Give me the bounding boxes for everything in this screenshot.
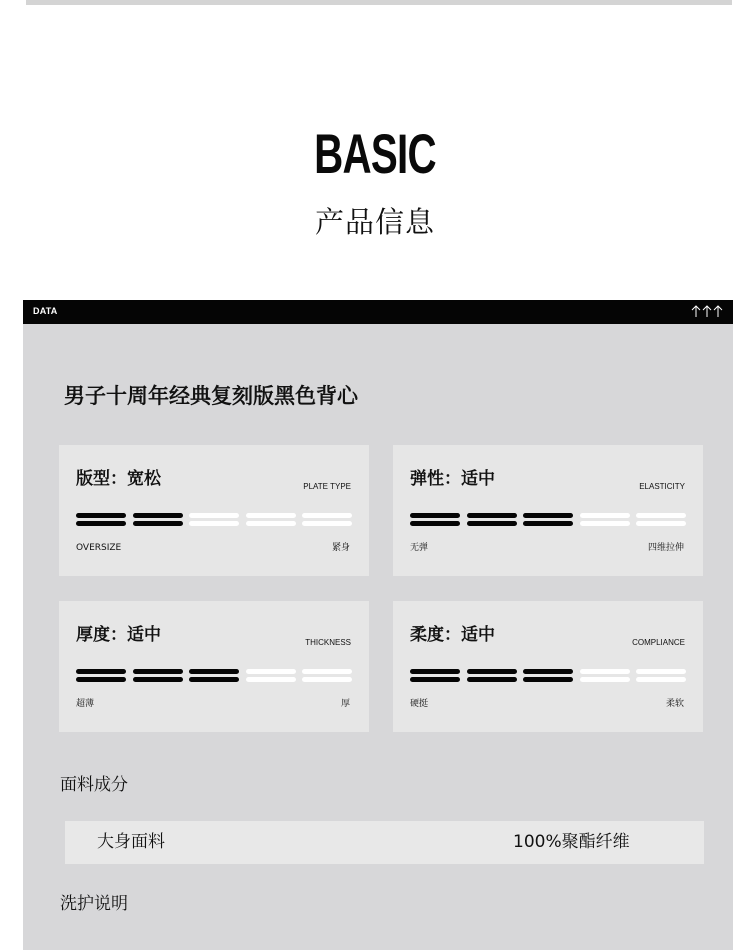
meter-segment-filled xyxy=(467,512,517,528)
data-header-bar xyxy=(23,300,733,324)
scale-max-label: 紧身 xyxy=(331,543,350,553)
attribute-en-label: COMPLIANCE xyxy=(632,638,685,647)
meter-segment-filled xyxy=(76,512,126,528)
meter-segment-filled xyxy=(523,668,573,684)
attribute-card-thickness xyxy=(59,601,369,732)
fabric-heading: 面料成分 xyxy=(60,775,128,795)
meter-segment-filled xyxy=(467,668,517,684)
attribute-en-label: THICKNESS xyxy=(305,638,351,647)
meter-segment-filled xyxy=(410,668,460,684)
meter-segment-empty xyxy=(302,512,352,528)
fabric-composition: 100%聚酯纤维 xyxy=(513,832,630,852)
arrow-icon-group xyxy=(691,305,723,318)
meter-segment-empty xyxy=(189,512,239,528)
fabric-row xyxy=(65,821,704,864)
attribute-label: 弹性：适中 xyxy=(410,469,495,489)
meter-segment-filled xyxy=(133,668,183,684)
scale-max-label: 四维拉伸 xyxy=(647,543,684,553)
scale-min-label: OVERSIZE xyxy=(76,543,122,553)
data-label: DATA xyxy=(33,306,58,316)
page-title: BASIC xyxy=(314,122,436,185)
scale-min-label: 无弹 xyxy=(410,543,429,553)
fabric-part: 大身面料 xyxy=(97,832,165,852)
up-arrow-icon xyxy=(702,305,712,318)
attribute-card-plate-type xyxy=(59,445,369,576)
attribute-card-compliance xyxy=(393,601,703,732)
meter-segment-empty xyxy=(580,512,630,528)
meter-segment-empty xyxy=(636,668,686,684)
attribute-meter xyxy=(76,512,352,528)
meter-segment-filled xyxy=(189,668,239,684)
meter-segment-filled xyxy=(133,512,183,528)
care-heading: 洗护说明 xyxy=(60,894,128,914)
attribute-meter xyxy=(410,668,686,684)
meter-segment-filled xyxy=(523,512,573,528)
scale-max-label: 柔软 xyxy=(665,699,684,709)
meter-segment-empty xyxy=(302,668,352,684)
attribute-label: 厚度：适中 xyxy=(76,625,161,645)
page-subtitle: 产品信息 xyxy=(314,205,435,239)
product-data-panel xyxy=(23,324,733,950)
meter-segment-filled xyxy=(76,668,126,684)
attribute-label: 版型：宽松 xyxy=(76,469,161,489)
up-arrow-icon xyxy=(691,305,701,318)
meter-segment-empty xyxy=(636,512,686,528)
attribute-label: 柔度：适中 xyxy=(410,625,495,645)
meter-segment-empty xyxy=(580,668,630,684)
scale-min-label: 硬挺 xyxy=(410,699,429,709)
meter-segment-filled xyxy=(410,512,460,528)
meter-segment-empty xyxy=(246,512,296,528)
up-arrow-icon xyxy=(713,305,723,318)
top-divider xyxy=(26,0,732,5)
attribute-en-label: PLATE TYPE xyxy=(303,482,351,491)
attribute-card-elasticity xyxy=(393,445,703,576)
scale-max-label: 厚 xyxy=(340,699,350,709)
scale-min-label: 超薄 xyxy=(76,699,95,709)
attribute-meter xyxy=(410,512,686,528)
product-name: 男子十周年经典复刻版黑色背心 xyxy=(64,384,358,408)
attribute-en-label: ELASTICITY xyxy=(639,482,685,491)
attribute-meter xyxy=(76,668,352,684)
meter-segment-empty xyxy=(246,668,296,684)
